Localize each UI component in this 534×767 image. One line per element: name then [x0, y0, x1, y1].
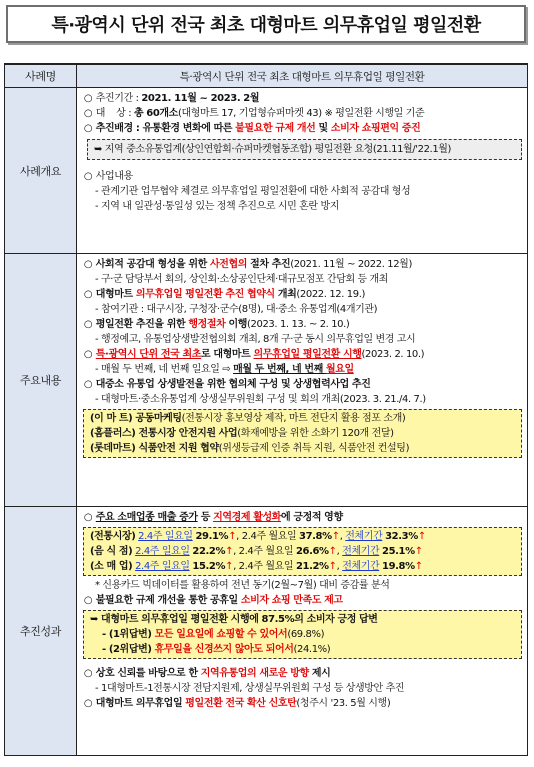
coop-lottemart: (롯데마트) 식품안전 지원 협약(위생등급제 인증 취득 지원, 식품안전 컨설팅) — [90, 443, 410, 454]
results-row — [5, 507, 528, 756]
up-arrow-icon: ↑ — [417, 531, 426, 542]
total-value: 19.8% — [382, 561, 415, 572]
result-4: ○ 대형마트 의무휴업일 평일전환 전국 확산 신호탄(청주시 '23. 5월 시행) — [83, 698, 391, 709]
sunday-value: 29.1% — [195, 531, 229, 542]
main-item-2-sub: - 참여기관 : 대구시장, 구청장·군수(8명), 대·중소 유통업계(4개기관) — [95, 304, 378, 315]
main-content-row — [5, 254, 528, 507]
up-arrow-icon: ↑ — [225, 561, 234, 572]
coop-homeplus: (홈플러스) 전통시장 안전지원 사업(화재예방을 위한 소화기 120개 전달) — [90, 428, 394, 439]
survey-answer-2: - (2위답변) 휴무일을 신경쓰지 않아도 되어서(24.1%) — [102, 644, 331, 655]
sunday-label: 2.4주 일요일 — [135, 546, 190, 557]
result-1: ○ 주요 소매업종 매출 증가 등 지역경제 활성화에 긍정적 영향 — [83, 512, 343, 523]
header-label: 사례명 — [5, 64, 77, 88]
up-arrow-icon: ↑ — [228, 531, 237, 542]
result-note: * 신용카드 빅데이터를 활용하여 전년 동기(2월~7월) 대비 증감률 분석 — [95, 580, 390, 591]
survey-box — [83, 610, 522, 659]
page-title: 특·광역시 단위 전국 최초 대형마트 의무휴업일 평일전환 — [6, 5, 526, 43]
result-3-sub: - 1대형마트-1전통시장 전담지원제, 상생실무위원회 구성 등 상생방안 추진 — [95, 683, 405, 694]
total-value: 25.1% — [382, 546, 415, 557]
up-arrow-icon: ↑ — [414, 561, 423, 572]
sunday-value: 15.2% — [192, 561, 226, 572]
survey-head: ➥ 대형마트 의무휴업일 평일전환 시행에 87.5%의 소비자 긍정 답변 — [90, 614, 378, 625]
main-item-3: ○ 평일전환 추진을 위한 행정절차 이행(2023. 1. 13. ~ 2. 10.) — [83, 319, 350, 330]
overview-content-head: ○ 사업내용 — [83, 171, 133, 182]
sales-category: (소 매 업) — [90, 561, 133, 572]
overview-content-2: - 지역 내 일관성·통일성 있는 정책 추진으로 시민 혼란 방지 — [95, 201, 339, 212]
coop-emart: (이 마 트) 공동마케팅(전통시장 홍보영상 제작, 마트 전단지 활용 점포 소개) — [90, 413, 406, 424]
case-table — [4, 63, 528, 756]
overview-request-box: ➥ 지역 중소유통업계(상인연합회·슈퍼마켓협동조합) 평일전환 요청(21.11월/'22.1월) — [87, 139, 522, 160]
arrow-icon: ➥ — [94, 144, 102, 155]
sunday-value: 22.2% — [192, 546, 226, 557]
monday-value: 21.2% — [295, 561, 329, 572]
sales-row: (소 매 업) 2.4주 일요일 15.2%↑, 2.4주 월요일 21.2%↑, 전체기간 19.8%↑ — [90, 561, 423, 572]
sales-category: (전통시장) — [90, 531, 136, 542]
up-arrow-icon: ↑ — [331, 531, 340, 542]
up-arrow-icon: ↑ — [328, 546, 337, 557]
overview-background: ○ 추진배경 : 유통환경 변화에 따른 불필요한 규제 개선 및 소비자 쇼핑편익 증진 — [83, 123, 421, 134]
main-item-4-sub: - 매월 두 번째, 네 번째 일요일 ⇨ 매월 두 번째, 네 번째 월요일 — [95, 364, 354, 375]
sales-box — [83, 527, 522, 576]
monday-label: 2.4주 월요일 — [238, 561, 294, 572]
overview-content-1: - 관계기관 업무협약 체결로 의무휴업일 평일전환에 대한 사회적 공감대 형성 — [95, 186, 411, 197]
monday-value: 26.6% — [295, 546, 329, 557]
overview-label: 사례개요 — [5, 88, 77, 254]
total-label: 전체기간 — [342, 561, 380, 572]
main-item-1: ○ 사회적 공감대 형성을 위한 사전협의 절차 추진(2021. 11월 ~ 2022. 12월) — [83, 259, 412, 270]
main-item-3-sub: - 행정예고, 유통업상생발전협의회 개최, 8개 구·군 동시 의무휴업일 변경 고시 — [95, 334, 416, 345]
cooperation-box — [83, 409, 522, 458]
overview-row — [5, 88, 528, 254]
results-label: 추진성과 — [5, 507, 77, 756]
main-item-4: ○ 특·광역시 단위 전국 최초로 대형마트 의무휴업일 평일전환 시행(2023. 2. 10.) — [83, 349, 425, 360]
sales-row: (전통시장) 2.4주 일요일 29.1%↑, 2.4주 월요일 37.8%↑, 전체기간 32.3%↑ — [90, 531, 426, 542]
up-arrow-icon: ↑ — [328, 561, 337, 572]
monday-label: 2.4주 월요일 — [238, 546, 294, 557]
up-arrow-icon: ↑ — [414, 546, 423, 557]
overview-target: ○ 대 상 : 총 60개소(대형마트 17, 기업형슈퍼마켓 43) ※ 평일전환 시행일 기준 — [83, 108, 425, 119]
main-item-5-sub: - 대형마트·중소유통업계 상생실무위원회 구성 및 회의 개최(2023. 3. 21./4. 7.) — [95, 394, 426, 405]
main-item-2: ○ 대형마트 의무휴업일 평일전환 추진 협약식 개최(2022. 12. 19.) — [83, 289, 366, 300]
total-label: 전체기간 — [342, 546, 380, 557]
sunday-label: 2.4주 일요일 — [138, 531, 193, 542]
monday-label: 2.4주 월요일 — [241, 531, 297, 542]
header-value: 특·광역시 단위 전국 최초 대형마트 의무휴업일 평일전환 — [77, 64, 528, 88]
monday-value: 37.8% — [299, 531, 332, 542]
survey-answer-1: - (1위답변) 모든 일요일에 쇼핑할 수 있어서(69.8%) — [102, 629, 325, 640]
overview-period: ○ 추진기간 : 2021. 11월 ~ 2023. 2월 — [83, 93, 260, 104]
total-label: 전체기간 — [345, 531, 383, 542]
main-content-label: 주요내용 — [5, 254, 77, 507]
result-3: ○ 상호 신뢰를 바탕으로 한 지역유통업의 새로운 방향 제시 — [83, 668, 331, 679]
total-value: 32.3% — [385, 531, 418, 542]
sales-row: (음 식 점) 2.4주 일요일 22.2%↑, 2.4주 월요일 26.6%↑, 전체기간 25.1%↑ — [90, 546, 423, 557]
sunday-label: 2.4주 일요일 — [135, 561, 190, 572]
up-arrow-icon: ↑ — [225, 546, 234, 557]
main-item-5: ○ 대중소 유통업 상생발전을 위한 협의체 구성 및 상생협력사업 추진 — [83, 379, 371, 390]
header-row — [5, 64, 528, 88]
sales-category: (음 식 점) — [90, 546, 133, 557]
main-item-1-sub: - 구·군 담당부서 회의, 상인회·소상공인단체·대규모점포 간담회 등 개최 — [95, 274, 389, 285]
result-2: ○ 불필요한 규제 개선을 통한 공휴일 소비자 쇼핑 만족도 제고 — [83, 595, 343, 606]
